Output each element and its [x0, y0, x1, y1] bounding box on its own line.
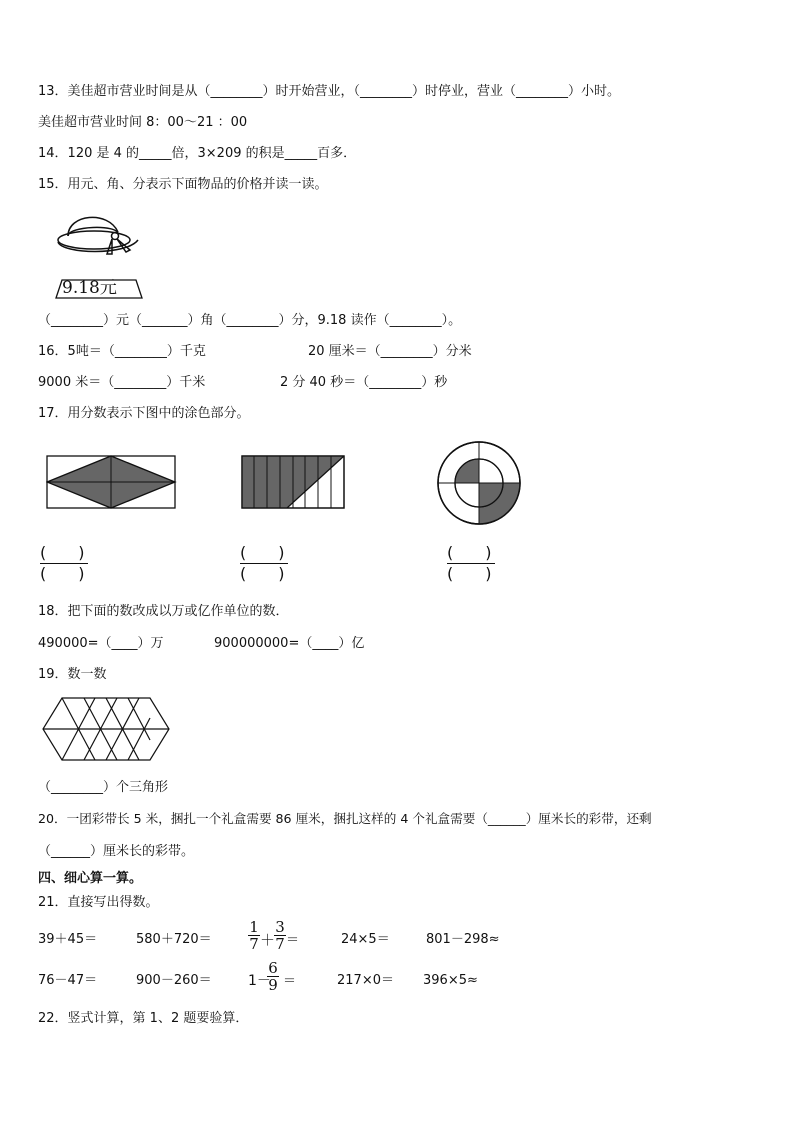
q17-text: 17．用分数表示下图中的涂色部分。 — [38, 406, 250, 421]
fraction: 1 7 — [249, 918, 259, 953]
q16-d: 2 分 40 秒＝（________）秒 — [280, 375, 448, 390]
q18-text: 18．把下面的数改成以万或亿作单位的数． — [38, 604, 289, 619]
triangle-hexagon-figure — [42, 695, 172, 763]
q16-b: 20 厘米＝（________）分米 — [308, 344, 472, 359]
fraction: 6 9 — [268, 959, 278, 994]
calc-item: 801－298≈ — [426, 932, 500, 947]
q13-hours: 美佳超市营业时间 8：00～21 ：00 — [38, 115, 248, 130]
q19-text: 19．数一数 — [38, 667, 107, 682]
calc-item: 217×0＝ — [337, 973, 394, 988]
strip-figure — [241, 455, 349, 511]
fraction: 3 7 — [275, 918, 285, 953]
section-heading: 四、细心算一算。 — [38, 871, 143, 886]
circle-figure — [436, 440, 522, 526]
q16-c: 9000 米＝（________）千米 — [38, 375, 206, 390]
fraction-answer-1 — [40, 543, 90, 584]
fraction-blank-bottom: ( ) — [40, 564, 85, 583]
calc-item: 24×5＝ — [341, 932, 390, 947]
q18-b: 900000000=（____）亿 — [214, 636, 365, 651]
q18-a: 490000=（____）万 — [38, 636, 164, 651]
rhombus-figure — [46, 455, 178, 511]
calc-item: 900－260＝ — [136, 973, 212, 988]
fraction-blank-bottom: ( ) — [447, 564, 492, 583]
q16-a: 16．5吨＝（________）千克 — [38, 344, 206, 359]
q22-text: 22．竖式计算，第 1、2 题要验算． — [38, 1011, 249, 1026]
q20-text-cont: （______）厘米长的彩带。 — [38, 844, 195, 859]
fraction-answer-2 — [240, 543, 290, 584]
price-tag-label: 9.18元 — [62, 278, 117, 298]
q19-answer: （________）个三角形 — [38, 780, 169, 795]
fraction-blank-bottom: ( ) — [240, 564, 285, 583]
q15-text: 15．用元、角、分表示下面物品的价格并读一读。 — [38, 177, 328, 192]
q21-text: 21．直接写出得数。 — [38, 895, 159, 910]
calc-item: 76－47＝ — [38, 973, 98, 988]
calc-item: 396×5≈ — [423, 973, 478, 988]
q15-answer: （________）元（_______）角（________）分，9.18 读作（________）。 — [38, 313, 462, 328]
hat-icon — [58, 217, 138, 254]
calc-item: 39＋45＝ — [38, 932, 98, 947]
fraction-blank-top: ( ) — [40, 543, 85, 562]
q14-text: 14．120 是 4 的_____倍，3×209 的积是_____百多． — [38, 146, 357, 161]
fraction-answer-3 — [447, 543, 497, 584]
q20-text: 20．一团彩带长 5 米，捆扎一个礼盒需要 86 厘米，捆扎这样的 4 个礼盒需要（______）厘米长的彩带，还剩 — [38, 811, 652, 826]
fraction-blank-top: ( ) — [447, 543, 492, 562]
q13-text: 13．美佳超市营业时间是从（________）时开始营业，（________）时停业，营业（________）小时。 — [38, 84, 621, 99]
calc-item: 580＋720＝ — [136, 932, 212, 947]
fraction-blank-top: ( ) — [240, 543, 285, 562]
